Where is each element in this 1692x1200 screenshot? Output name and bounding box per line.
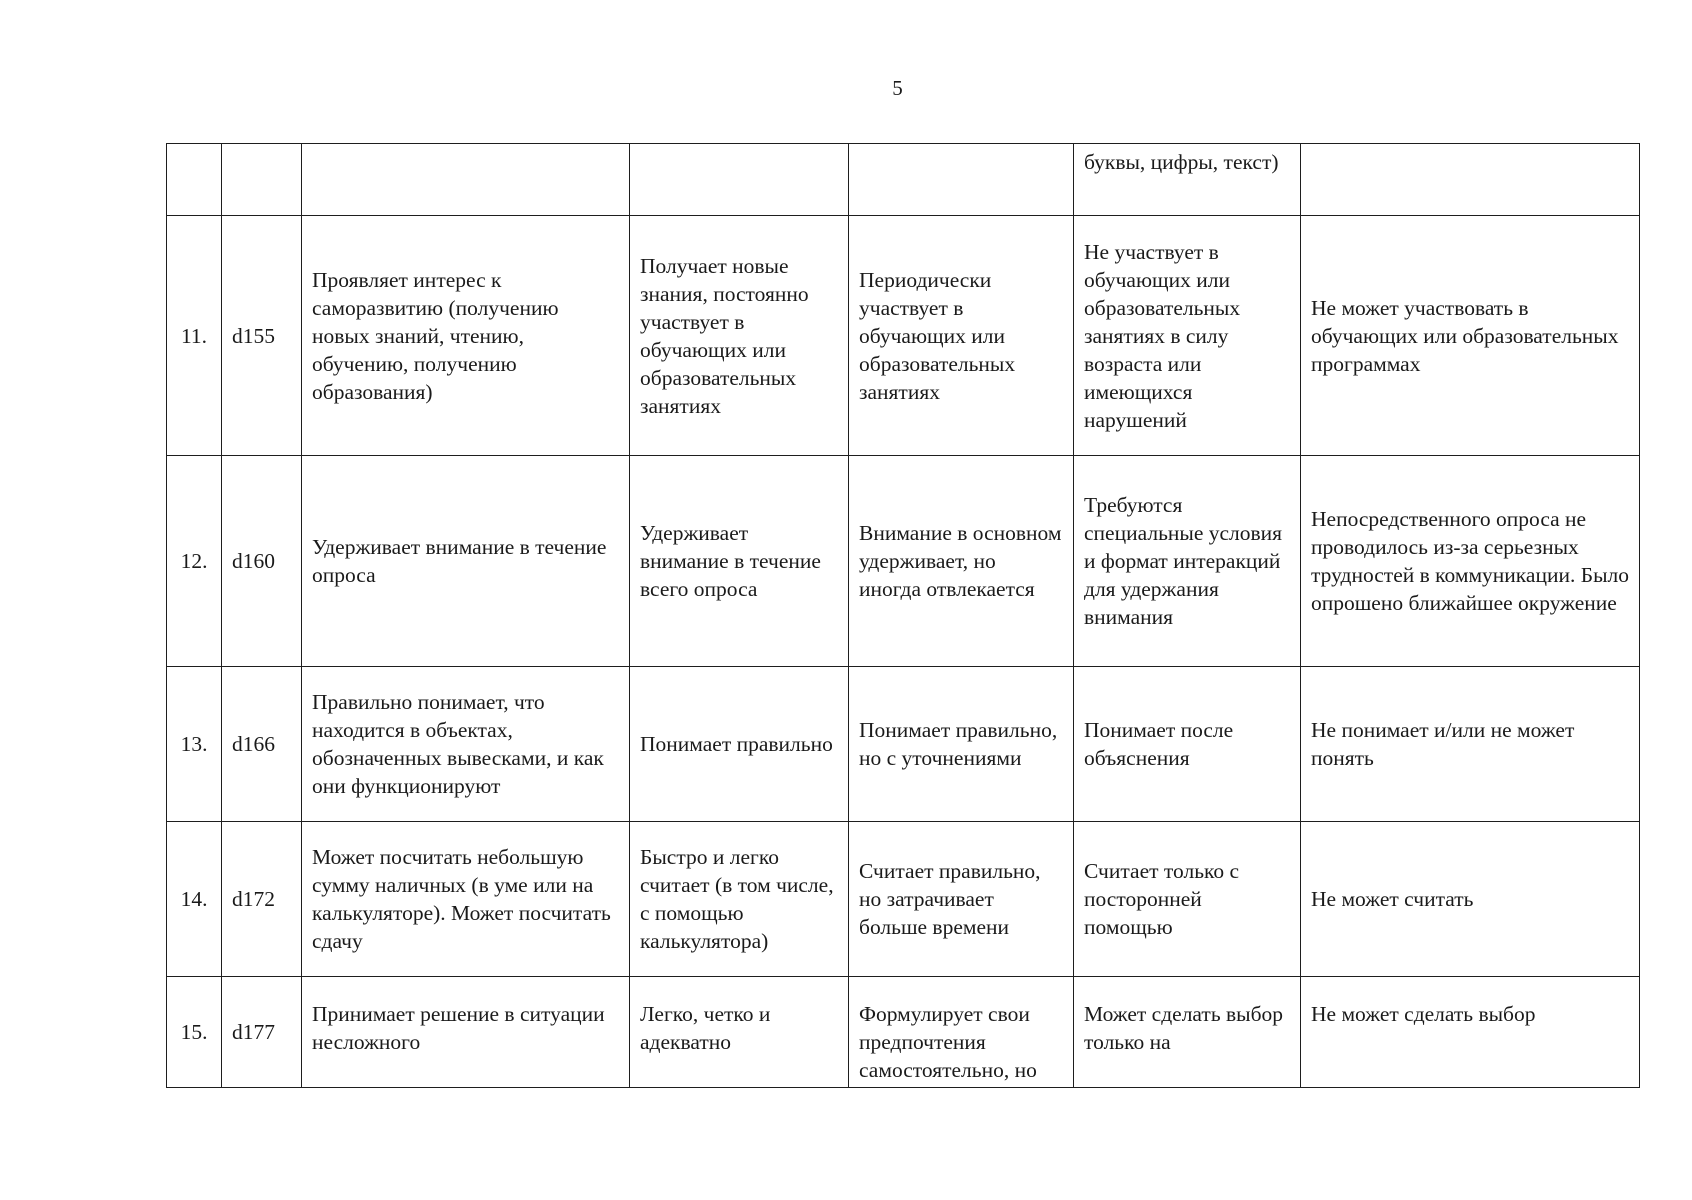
- description-cell: [302, 144, 630, 216]
- level-3-cell: Требуются специальные условия и формат интеракций для удержания внимания: [1074, 456, 1301, 667]
- icf-code-cell: d177: [222, 977, 302, 1088]
- row-number-cell: 11.: [167, 216, 222, 456]
- level-1-cell: Понимает правильно: [630, 667, 849, 822]
- description-cell: Удерживает внимание в течение опроса: [302, 456, 630, 667]
- level-4-cell: Не может сделать выбор: [1301, 977, 1640, 1088]
- level-2-cell: Понимает правильно, но с уточнениями: [849, 667, 1074, 822]
- row-number-cell: 13.: [167, 667, 222, 822]
- level-2-cell: Считает правильно, но затрачивает больше времени: [849, 822, 1074, 977]
- level-3-cell: Может сделать выбор только на: [1074, 977, 1301, 1088]
- level-1-cell: Быстро и легко считает (в том числе, с помощью калькулятора): [630, 822, 849, 977]
- row-number-cell: [167, 144, 222, 216]
- description-cell: Проявляет интерес к саморазвитию (получению новых знаний, чтению, обучению, получению образования): [302, 216, 630, 456]
- table-row: [167, 456, 1640, 667]
- assessment-table: [166, 143, 1640, 1088]
- level-2-cell: Внимание в основном удерживает, но иногда отвлекается: [849, 456, 1074, 667]
- level-4-cell: Не может участвовать в обучающих или образовательных программах: [1301, 216, 1640, 456]
- level-1-cell: Удерживает внимание в течение всего опроса: [630, 456, 849, 667]
- table-row: [167, 667, 1640, 822]
- level-3-cell: Считает только с посторонней помощью: [1074, 822, 1301, 977]
- level-3-cell: Понимает после объяснения: [1074, 667, 1301, 822]
- icf-code-cell: d166: [222, 667, 302, 822]
- page-number: 5: [892, 76, 903, 100]
- level-1-cell: [630, 144, 849, 216]
- level-3-cell: Не участвует в обучающих или образовательных занятиях в силу возраста или имеющихся нарушений: [1074, 216, 1301, 456]
- level-4-cell: Не понимает и/или не может понять: [1301, 667, 1640, 822]
- icf-code-cell: d172: [222, 822, 302, 977]
- level-1-cell: Легко, четко и адекватно: [630, 977, 849, 1088]
- description-cell: Правильно понимает, что находится в объектах, обозначенных вывесками, и как они функционируют: [302, 667, 630, 822]
- icf-code-cell: [222, 144, 302, 216]
- icf-code-cell: d155: [222, 216, 302, 456]
- level-2-cell: Периодически участвует в обучающих или образовательных занятиях: [849, 216, 1074, 456]
- description-cell: Принимает решение в ситуации несложного: [302, 977, 630, 1088]
- level-1-cell: Получает новые знания, постоянно участвует в обучающих или образовательных занятиях: [630, 216, 849, 456]
- table-row: [167, 822, 1640, 977]
- level-4-cell: Не может считать: [1301, 822, 1640, 977]
- level-4-cell: Непосредственного опроса не проводилось из-за серьезных трудностей в коммуникации. Было опрошено ближайшее окружение: [1301, 456, 1640, 667]
- row-number-cell: 15.: [167, 977, 222, 1088]
- level-2-cell: Формулирует свои предпочтения самостоятельно, но: [849, 977, 1074, 1088]
- level-4-cell: [1301, 144, 1640, 216]
- level-3-cell: буквы, цифры, текст): [1074, 144, 1301, 216]
- description-cell: Может посчитать небольшую сумму наличных (в уме или на калькуляторе). Может посчитать сдачу: [302, 822, 630, 977]
- row-number-cell: 12.: [167, 456, 222, 667]
- table-row: [167, 977, 1640, 1088]
- table-row-continuation: [167, 144, 1640, 216]
- row-number-cell: 14.: [167, 822, 222, 977]
- icf-code-cell: d160: [222, 456, 302, 667]
- level-2-cell: [849, 144, 1074, 216]
- table-row: [167, 216, 1640, 456]
